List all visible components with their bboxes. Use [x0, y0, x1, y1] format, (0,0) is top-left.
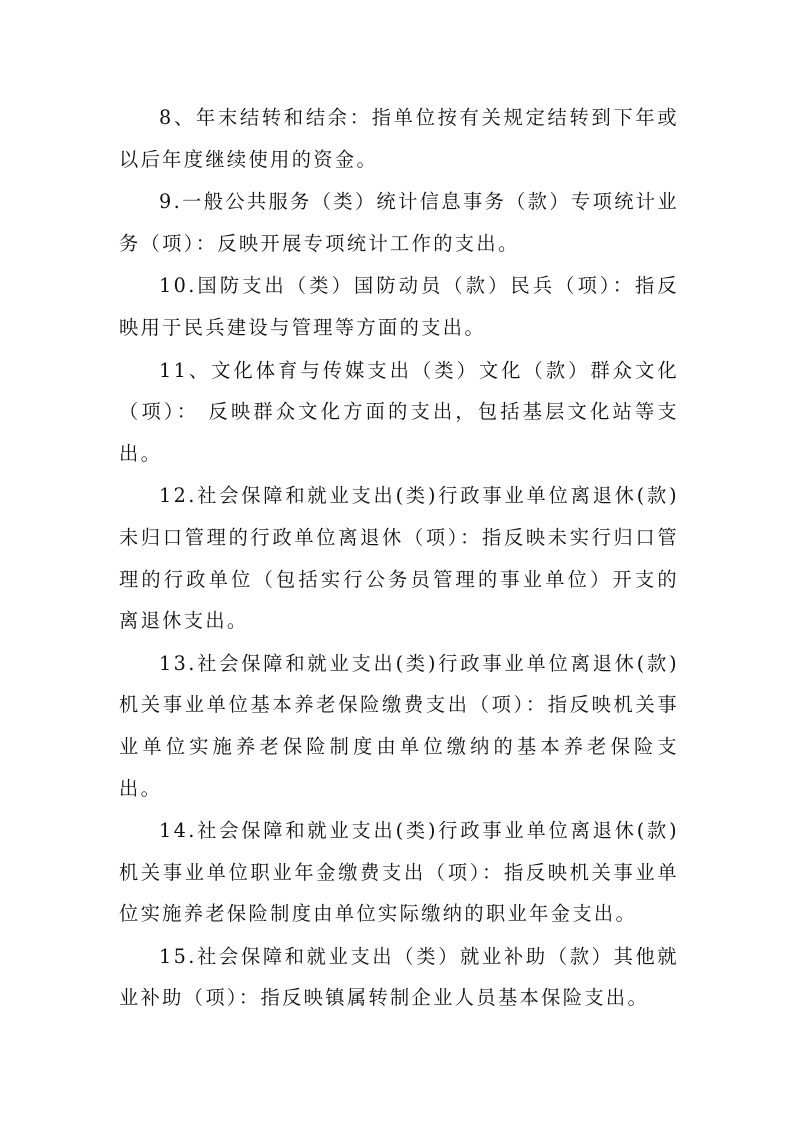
paragraph-mass-culture: 11、文化体育与传媒支出（类）文化（款）群众文化（项）： 反映群众文化方面的支出，包括基层文化站等支出。: [119, 358, 679, 465]
paragraph-retirement-non-centralized: 12.社会保障和就业支出(类)行政事业单位离退休(款)未归口管理的行政单位离退休（项）：指反映未实行归口管理的行政单位（包括实行公务员管理的事业单位）开支的离退休支出。: [119, 484, 679, 633]
paragraph-militia: 10.国防支出（类）国防动员（款）民兵（项）：指反映用于民兵建设与管理等方面的支出。: [119, 274, 679, 339]
paragraph-carryover-balance: 8、年末结转和结余：指单位按有关规定结转到下年或以后年度继续使用的资金。: [119, 106, 679, 171]
paragraph-basic-pension-insurance: 13.社会保障和就业支出(类)行政事业单位离退休(款)机关事业单位基本养老保险缴费支出（项）：指反映机关事业单位实施养老保险制度由单位缴纳的基本养老保险支出。: [119, 651, 679, 800]
paragraph-statistics-affairs: 9.一般公共服务（类）统计信息事务（款）专项统计业务（项）：反映开展专项统计工作的支出。: [119, 190, 679, 255]
document-body: [119, 97, 679, 1020]
paragraph-occupational-annuity: 14.社会保障和就业支出(类)行政事业单位离退休(款)机关事业单位职业年金缴费支出（项）：指反映机关事业单位实施养老保险制度由单位实际缴纳的职业年金支出。: [119, 819, 679, 926]
paragraph-employment-subsidy: 15.社会保障和就业支出（类）就业补助（款）其他就业补助（项）：指反映镇属转制企业人员基本保险支出。: [119, 944, 679, 1010]
